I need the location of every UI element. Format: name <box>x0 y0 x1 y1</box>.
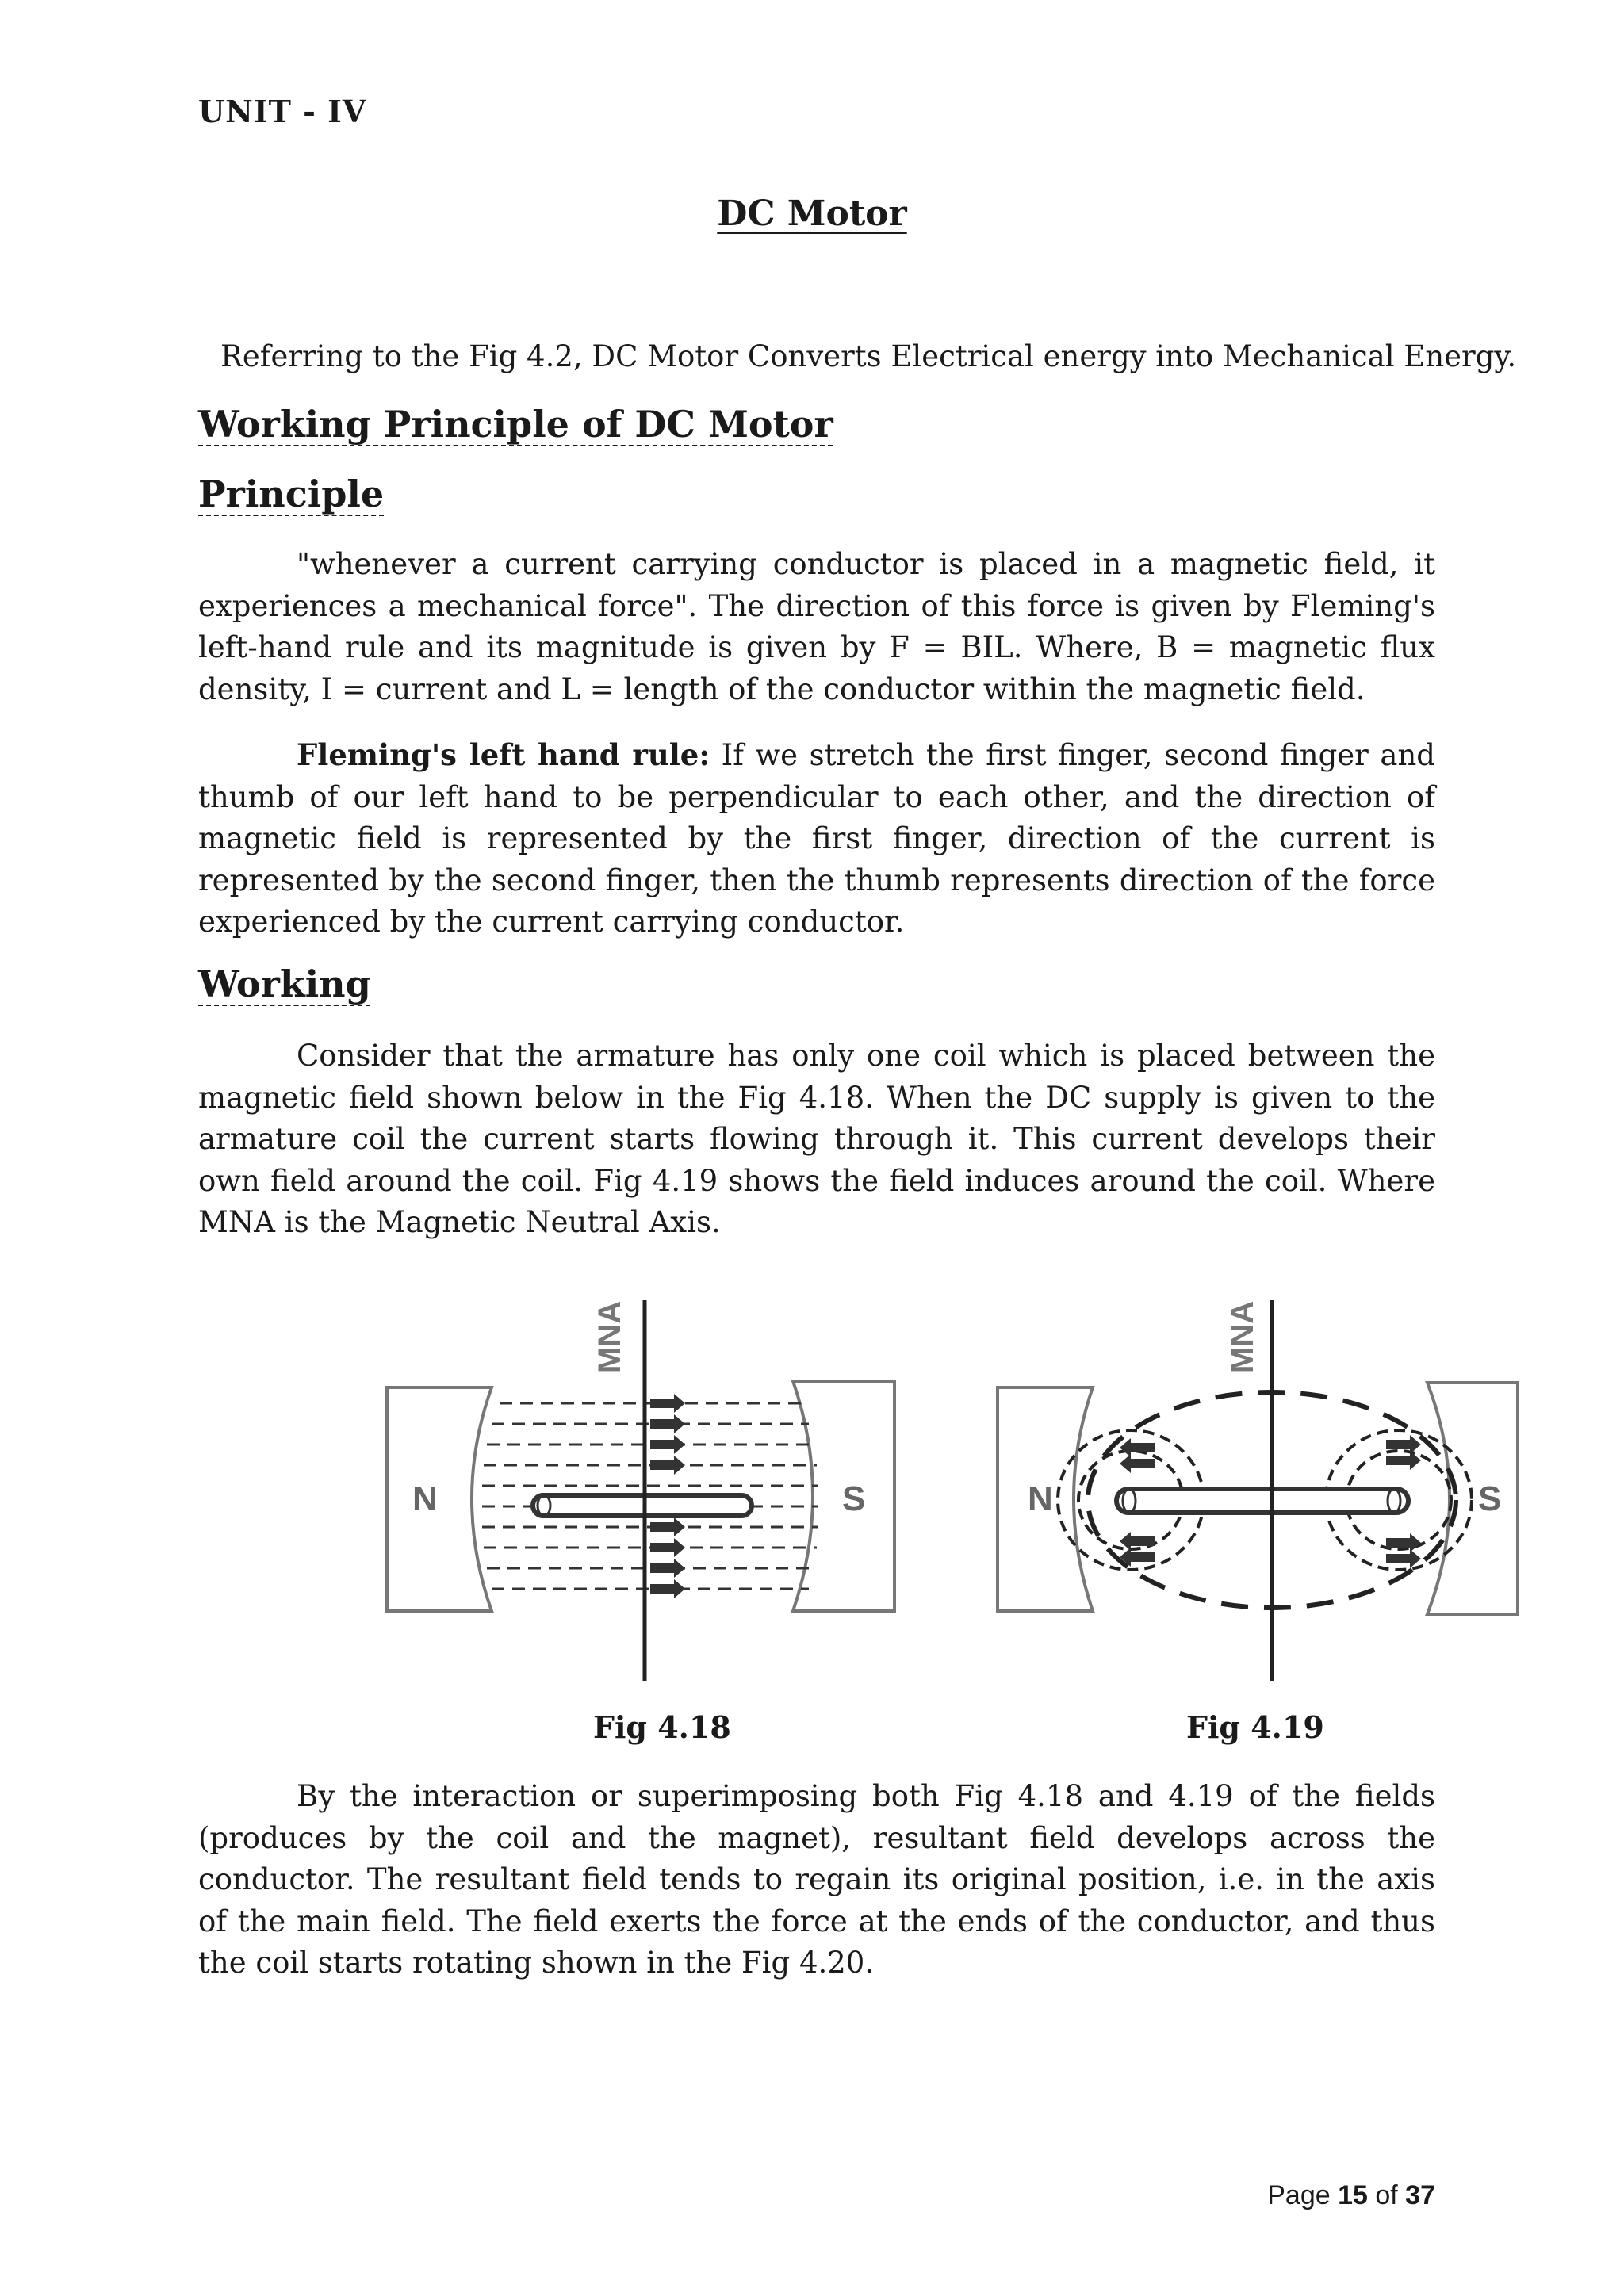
north-label-1: N <box>412 1479 438 1518</box>
north-label-2: N <box>1028 1479 1053 1518</box>
page-title-text: DC Motor <box>717 193 907 234</box>
south-label-2: S <box>1478 1479 1502 1518</box>
mna-label-1: MNA <box>592 1300 627 1373</box>
intro-paragraph: Referring to the Fig 4.2, DC Motor Converts Electrical energy into Mechanical Energy. <box>220 339 1517 373</box>
fig-4-18 <box>387 1300 894 1681</box>
page-prefix: Page <box>1267 2180 1339 2210</box>
fleming-rule-label: Fleming's left hand rule: <box>297 737 710 772</box>
closing-paragraph: By the interaction or superimposing both Fig 4.18 and 4.19 of the fields (produces by the coil and the magnet), resultant field develops across the conductor. The resultant field tends to regain its original position, i.e. in the axis of the main field. The field exerts the force at the ends of the conductor, and thus the coil starts rotating shown in the Fig 4.20. <box>198 1779 1435 1980</box>
fleming-paragraph <box>198 734 1435 943</box>
fig-4-18-caption: Fig 4.18 <box>593 1709 731 1745</box>
page-of: of <box>1367 2180 1406 2210</box>
working-principle-heading: Working Principle of DC Motor <box>198 403 833 446</box>
mna-label-2: MNA <box>1225 1300 1260 1373</box>
working-heading: Working <box>198 962 371 1005</box>
principle-heading: Principle <box>198 473 385 515</box>
fleming-rule-text: If we stretch the first finger, second finger and thumb of our left hand to be perpendicular to each other, and the direction of magnetic field is represented by the first finger, direction of the current is represented by the second finger, then the thumb represents direction of the force experienced by the current carrying conductor. <box>198 738 1435 939</box>
page-current: 15 <box>1338 2180 1368 2210</box>
fig-4-19-caption: Fig 4.19 <box>1186 1709 1324 1745</box>
page-number <box>1267 2180 1435 2211</box>
unit-label: UNIT - IV <box>198 94 367 129</box>
conductor-2 <box>1116 1489 1408 1513</box>
fig-4-19 <box>998 1300 1518 1681</box>
north-pole-1 <box>387 1387 492 1611</box>
principle-paragraph: "whenever a current carrying conductor is placed in a magnetic field, it experiences a mechanical force". The direction of this force is given by Fleming's left-hand rule and its magnitude is given by F = BIL. Where, B = magnetic flux density, I = current and L = length of the conductor within the magnetic field. <box>198 547 1435 706</box>
conductor-1 <box>533 1495 752 1516</box>
figures-diagram <box>365 1284 1538 1697</box>
south-label-1: S <box>842 1479 866 1518</box>
page-total: 37 <box>1405 2180 1435 2210</box>
working-paragraph: Consider that the armature has only one coil which is placed between the magnetic field shown below in the Fig 4.18. When the DC supply is given to the armature coil the current starts flowing through it. This current develops their own field around the coil. Fig 4.19 shows the field induces around the coil. Where MNA is the Magnetic Neutral Axis. <box>198 1039 1435 1239</box>
page-title <box>0 193 1624 234</box>
